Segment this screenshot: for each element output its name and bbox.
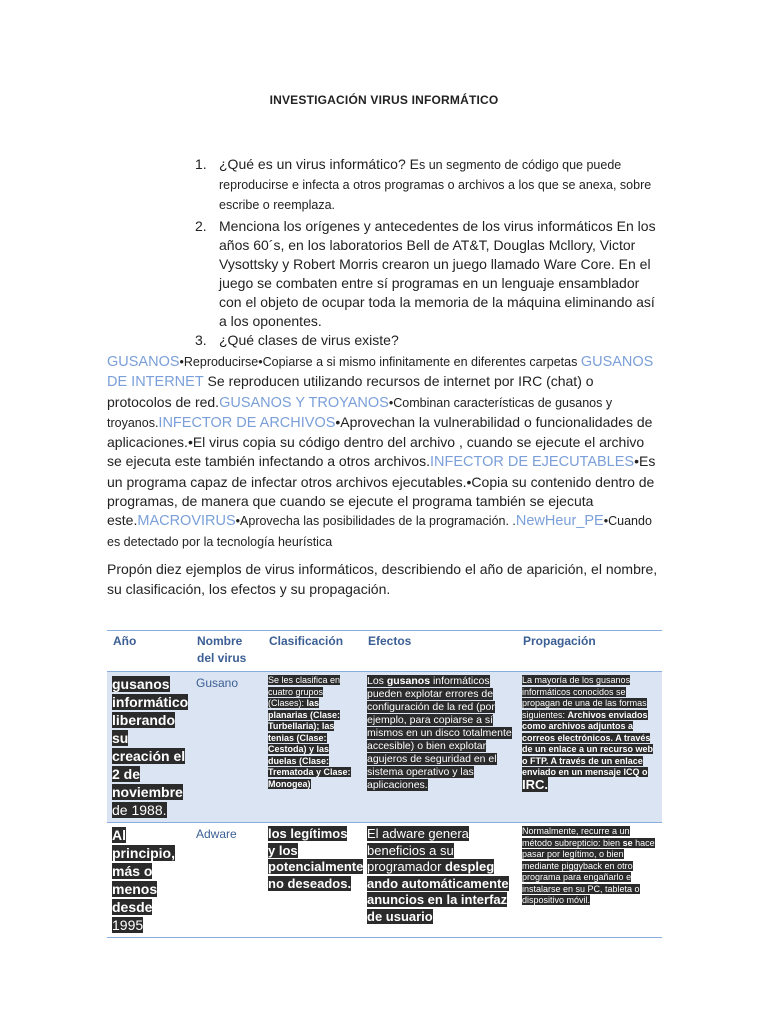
efe-bold: despleg ando automáticamente anuncios en la interfaz de usuario [367, 859, 509, 924]
class-text: •Reproducirse•Copiarse a si mismo infinitamente en diferentes carpetas [179, 355, 581, 369]
prop-text: Normalmente, recurre a un método subrepticio: bien [522, 826, 630, 848]
cell-efectos [362, 823, 517, 938]
anio-text: gusanos informático liberando su creación el 2 de noviembre [112, 676, 189, 800]
cell-efectos [362, 672, 517, 823]
cell-clasificacion [263, 672, 362, 823]
header-anio: Año [107, 631, 191, 672]
doc-title: INVESTIGACIÓN VIRUS INFORMÁTICO [269, 93, 499, 107]
prop-bold: se [622, 837, 633, 848]
virus-name: Adware [196, 827, 237, 841]
class-text: •Cuando es detectado por la tecnología heurística [107, 514, 652, 549]
class-text: •Aprovechan la vulnerabilidad o funcionalidades de aplicaciones.•El virus copia su código dentro del archivo , cuando se ejecute el archivo se ejecuta este también infectando a otros archivos. [107, 413, 653, 470]
class-text: •Aprovecha las posibilidades de la programación. . [235, 514, 516, 529]
virus-name: Gusano [196, 676, 239, 690]
class-heading: INFECTOR DE EJECUTABLES [429, 454, 635, 471]
cell-anio [107, 823, 191, 938]
efe-text: Los [367, 675, 387, 687]
question-2 [195, 217, 665, 331]
class-heading: INFECTOR DE ARCHIVOS [158, 414, 336, 431]
prop-text: La mayoría de los gusanos informáticos conocidos se propagan de una de las formas siguientes: [522, 675, 647, 720]
class-heading: GUSANOS DE INTERNET [107, 354, 654, 391]
class-heading: GUSANOS [107, 354, 180, 370]
anio-date: 1995 [112, 917, 144, 933]
efe-bold: gusanos [386, 675, 431, 687]
prop-big: IRC. [522, 776, 548, 792]
questions-list [195, 155, 665, 350]
cell-propagacion [517, 823, 662, 938]
question-1 [195, 155, 665, 215]
question-number: 1. [195, 156, 207, 172]
clas-bold: las planarias (Clase: Turbellaria); las tenias (Clase: Cestoda) y las duelas (Clase: Trematoda y Clase: Monogea) [268, 698, 351, 789]
propon-paragraph: Propón diez ejemplos de virus informáticos, describiendo el año de aparición, el nombre, su clasificación, los efectos y su propagación. [107, 561, 658, 597]
question-text: Menciona los orígenes y antecedentes de los virus informáticos [219, 218, 613, 234]
class-text: Se reproducen utilizando recursos de internet por IRC (chat) o protocolos de red. [107, 373, 594, 410]
class-heading: NewHeur_PE [515, 513, 604, 530]
class-text: •Es un programa capaz de infectar otros archivos ejecutables.•Copia su contenido dentro de programas, de manera que cuando se ejecute el programa también se ejecuta este. [107, 453, 656, 529]
efe-text: El adware genera beneficios a su programador [367, 826, 469, 874]
cell-clasificacion [263, 823, 362, 938]
anio-text: Al principio, más o menos desde [112, 827, 175, 915]
header-nombre: Nombre del virus [191, 631, 263, 672]
virus-table [107, 630, 662, 938]
table-header-row [107, 631, 662, 672]
header-efectos: Efectos [362, 631, 517, 672]
virus-classes-paragraph [107, 352, 657, 552]
prop-text: hace pasar por legítimo, o bien mediante piggyback en otro programa para engañarlo e instalarse en su PC, tableta o dispositivo móvil. [522, 837, 655, 905]
cell-nombre [191, 672, 263, 823]
cell-propagacion [517, 672, 662, 823]
efe-text: informáticos pueden explotar errores de configuración de la red (por ejemplo, para copiarse a sí mismos en un disco totalmente accesible) o bien explotar agujeros de seguridad en el sistema operativo y las aplicaciones. [367, 675, 512, 791]
class-heading: GUSANOS Y TROYANOS [219, 394, 389, 411]
question-text: ¿Qué clases de virus existe? [219, 332, 399, 348]
answer-text: s un segmento de código que puede reproducirse e infecta a otros programas o archivos a los que se anexa, sobre escribe o reemplaza. [219, 158, 652, 212]
clas-text: Se les clasifica en cuatro grupos (Clases): [268, 675, 341, 708]
table-row [107, 672, 662, 823]
answer-text: En los años 60´s, en los laboratorios Bell de AT&T, Douglas Mcllory, Victor Vysottsky y Robert Morris crearon un juego llamado Ware Core. En el juego se combaten entre sí programas en un lenguaje ensamblador con el objeto de ocupar toda la memoria de la máquina eliminando así a los oponentes. [219, 218, 656, 329]
header-clasificacion: Clasificación [263, 631, 362, 672]
question-number: 3. [195, 332, 207, 348]
class-heading: MACROVIRUS [137, 513, 236, 530]
prop-bold: Archivos enviados como archivos adjuntos a correos electrónicos. A través de un enlace a un recurso web o FTP. A través de un enlace enviado en un mensaje ICQ o [522, 709, 654, 777]
question-text: ¿Qué es un virus informático? E [219, 156, 419, 172]
question-number: 2. [195, 218, 207, 234]
header-propagacion: Propagación [517, 631, 662, 672]
cell-anio [107, 672, 191, 823]
class-text: •Combinan características de gusanos y troyanos. [107, 395, 613, 430]
clas-bold: los legítimos y los potencialmente no deseados. [268, 826, 364, 891]
question-3 [195, 331, 665, 350]
cell-nombre [191, 823, 263, 938]
anio-date: de 1988. [112, 802, 167, 818]
table-row [107, 823, 662, 938]
